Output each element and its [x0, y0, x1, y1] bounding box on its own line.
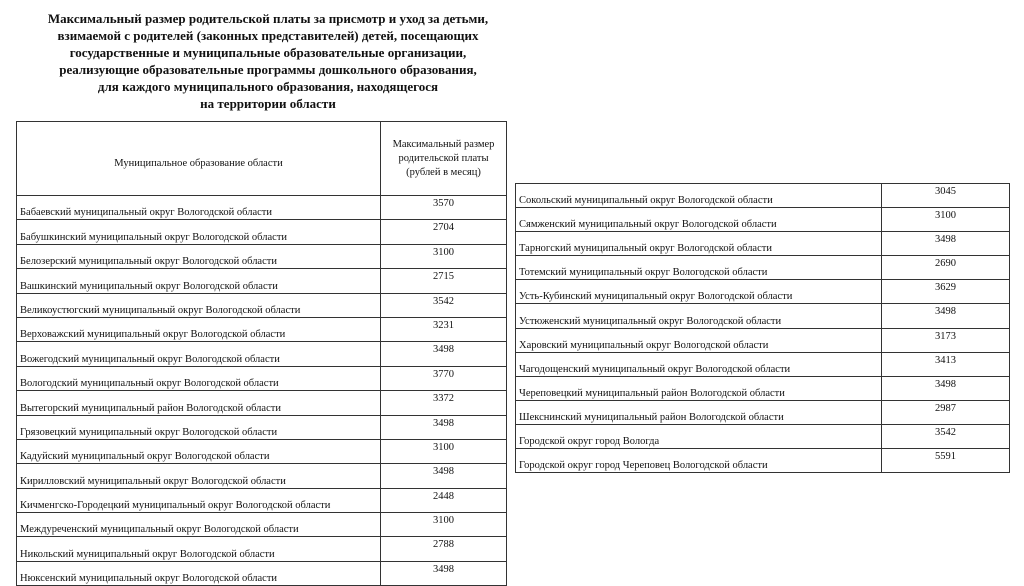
title-line: на территории области — [200, 96, 336, 111]
table-row — [17, 415, 507, 439]
table-row — [17, 391, 507, 415]
municipality-name: Вытегорский муниципальный район Вологодской области — [17, 391, 381, 415]
max-fee-value: 3231 — [381, 317, 507, 341]
max-fee-value: 3413 — [882, 352, 1010, 376]
max-fee-value: 3498 — [381, 415, 507, 439]
max-fee-value: 3372 — [381, 391, 507, 415]
municipality-name: Сямженский муниципальный округ Вологодской области — [516, 208, 882, 232]
municipality-name: Нюксенский муниципальный округ Вологодской области — [17, 561, 381, 585]
max-fee-value: 3498 — [882, 232, 1010, 256]
fees-table-right — [515, 183, 1010, 473]
max-fee-value: 3100 — [882, 208, 1010, 232]
title-line: реализующие образовательные программы дошкольного образования, — [59, 62, 477, 77]
max-fee-value: 3498 — [882, 304, 1010, 328]
table-row — [17, 220, 507, 244]
table-row — [17, 317, 507, 341]
table-row — [516, 208, 1010, 232]
municipality-name: Верховажский муниципальный округ Вологодской области — [17, 317, 381, 341]
municipality-name: Никольский муниципальный округ Вологодской области — [17, 537, 381, 561]
max-fee-value: 3542 — [882, 424, 1010, 448]
max-fee-value: 2704 — [381, 220, 507, 244]
max-fee-value: 3629 — [882, 280, 1010, 304]
municipality-name: Великоустюгский муниципальный округ Вологодской области — [17, 293, 381, 317]
table-row — [17, 488, 507, 512]
table-row — [17, 439, 507, 463]
municipality-name: Устюженский муниципальный округ Вологодской области — [516, 304, 882, 328]
table-row — [17, 464, 507, 488]
municipality-name: Кичменгско-Городецкий муниципальный округ Вологодской области — [17, 488, 381, 512]
max-fee-value: 3100 — [381, 513, 507, 537]
max-fee-value: 3100 — [381, 244, 507, 268]
table-row — [516, 256, 1010, 280]
document-title — [14, 10, 522, 112]
table-row — [17, 293, 507, 317]
municipality-name: Шекснинский муниципальный район Вологодской области — [516, 400, 882, 424]
municipality-name: Кадуйский муниципальный округ Вологодской области — [17, 439, 381, 463]
table-row — [516, 304, 1010, 328]
table-row — [17, 269, 507, 293]
municipality-name: Междуреченский муниципальный округ Вологодской области — [17, 513, 381, 537]
municipality-name: Череповецкий муниципальный район Вологодской области — [516, 376, 882, 400]
title-line: для каждого муниципального образования, находящегося — [97, 79, 439, 94]
table-row — [516, 232, 1010, 256]
municipality-name: Грязовецкий муниципальный округ Вологодской области — [17, 415, 381, 439]
header-max-fee-line: родительской платы — [398, 152, 489, 164]
table-row — [17, 366, 507, 390]
table-row — [516, 328, 1010, 352]
max-fee-value: 2690 — [882, 256, 1010, 280]
max-fee-value: 3498 — [381, 464, 507, 488]
fees-table-left — [16, 121, 507, 586]
max-fee-value: 3100 — [381, 439, 507, 463]
municipality-name: Сокольский муниципальный округ Вологодской области — [516, 184, 882, 208]
table-row — [17, 513, 507, 537]
table-row — [516, 280, 1010, 304]
municipality-name: Городской округ город Вологда — [516, 424, 882, 448]
municipality-name: Вологодский муниципальный округ Вологодской области — [17, 366, 381, 390]
header-max-fee-line: Максимальный размер — [392, 138, 495, 150]
table-row — [17, 561, 507, 585]
max-fee-value: 3498 — [381, 561, 507, 585]
municipality-name: Харовский муниципальный округ Вологодской области — [516, 328, 882, 352]
max-fee-value: 3570 — [381, 196, 507, 220]
municipality-name: Тарногский муниципальный округ Вологодской области — [516, 232, 882, 256]
table-row — [516, 352, 1010, 376]
municipality-name: Чагодощенский муниципальный округ Вологодской области — [516, 352, 882, 376]
table-row — [516, 449, 1010, 473]
title-line: государственные и муниципальные образовательные организации, — [69, 45, 467, 60]
header-municipality: Муниципальное образование области — [17, 122, 381, 196]
municipality-name: Вожегодский муниципальный округ Вологодской области — [17, 342, 381, 366]
municipality-name: Бабаевский муниципальный округ Вологодской области — [17, 196, 381, 220]
max-fee-value: 3498 — [381, 342, 507, 366]
max-fee-value: 3542 — [381, 293, 507, 317]
max-fee-value: 3498 — [882, 376, 1010, 400]
max-fee-value: 5591 — [882, 449, 1010, 473]
municipality-name: Вашкинский муниципальный округ Вологодской области — [17, 269, 381, 293]
table-row — [516, 400, 1010, 424]
header-max-fee — [381, 122, 507, 196]
max-fee-value: 3770 — [381, 366, 507, 390]
municipality-name: Усть-Кубинский муниципальный округ Вологодской области — [516, 280, 882, 304]
municipality-name: Бабушкинский муниципальный округ Вологодской области — [17, 220, 381, 244]
table-row — [17, 537, 507, 561]
max-fee-value: 2987 — [882, 400, 1010, 424]
title-line: Максимальный размер родительской платы за присмотр и уход за детьми, — [47, 11, 489, 26]
table-row — [516, 424, 1010, 448]
table-row — [516, 376, 1010, 400]
max-fee-value: 3045 — [882, 184, 1010, 208]
municipality-name: Тотемский муниципальный округ Вологодской области — [516, 256, 882, 280]
max-fee-value: 2715 — [381, 269, 507, 293]
table-header-row — [17, 122, 507, 196]
table-row — [17, 196, 507, 220]
municipality-name: Белозерский муниципальный округ Вологодской области — [17, 244, 381, 268]
municipality-name: Городской округ город Череповец Вологодской области — [516, 449, 882, 473]
max-fee-value: 2788 — [381, 537, 507, 561]
table-row — [17, 244, 507, 268]
header-max-fee-line: (рублей в месяц) — [406, 166, 481, 178]
max-fee-value: 3173 — [882, 328, 1010, 352]
municipality-name: Кирилловский муниципальный округ Вологодской области — [17, 464, 381, 488]
table-row — [17, 342, 507, 366]
max-fee-value: 2448 — [381, 488, 507, 512]
table-row — [516, 184, 1010, 208]
title-line: взимаемой с родителей (законных представителей) детей, посещающих — [57, 28, 479, 43]
